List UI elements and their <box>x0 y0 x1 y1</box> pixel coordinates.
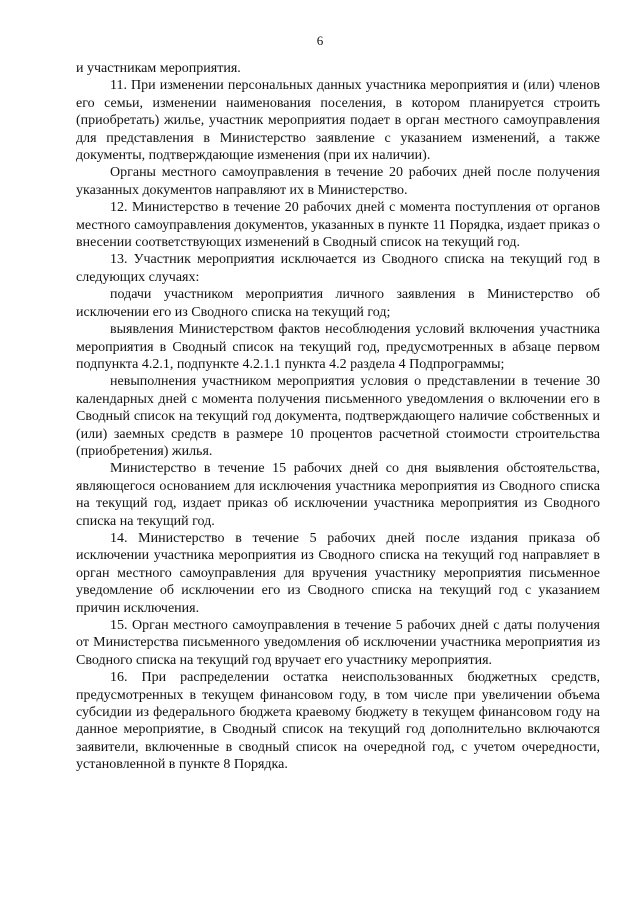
paragraph-item-12: 12. Министерство в течение 20 рабочих дней с момента поступления от органов местного самоуправления документов, указанных в пункте 11 Порядка, издает приказ о внесении соответствующих изменений в Сводный список на текущий год. <box>76 200 600 251</box>
paragraph-item-16: 16. При распределении остатка неиспользованных бюджетных средств, предусмотренных в текущем финансовом году, в том числе при увеличении объема субсидии из федерального бюджета краевому бюджету в текущем финансовом году на данное мероприятие, в Сводный список на текущий год дополнительно включаются заявители, включенные в сводный список на очередной год, с учетом очередности, установленной в пункте 8 Порядка. <box>76 670 600 773</box>
paragraph-item-11-continued: Органы местного самоуправления в течение 20 рабочих дней после получения указанных документов направляют их в Министерство. <box>76 165 600 198</box>
paragraph-continuation: и участникам мероприятия. <box>76 61 241 76</box>
document-body <box>76 60 600 774</box>
paragraph-item-13-case-2: выявления Министерством фактов несоблюдения условий включения участника мероприятия в Сводный список на текущий год, предусмотренных в абзаце первом подпункта 4.2.1, подпункте 4.2.1.1 пункта 4.2 раздела 4 Подпрограммы; <box>76 322 600 372</box>
paragraph-item-11: 11. При изменении персональных данных участника мероприятия и (или) членов его семьи, изменении наименования поселения, в котором планируется строить (приобретать) жилье, участник мероприятия подает в орган местного самоуправления для представления в Министерство заявление с указанием изменений, а также документы, подтверждающие изменения (при их наличии). <box>76 78 600 164</box>
paragraph-item-13-ministry-order: Министерство в течение 15 рабочих дней со дня выявления обстоятельства, являющегося основанием для исключения участника мероприятия из Сводного списка на текущий год, издает приказ об исключении участника мероприятия из Сводного списка на текущий год. <box>76 461 600 529</box>
page-number: 6 <box>316 33 324 48</box>
paragraph-item-13-case-1: подачи участником мероприятия личного заявления в Министерство об исключении его из Сводного списка на текущий год; <box>76 287 600 320</box>
paragraph-item-13-case-3: невыполнения участником мероприятия условия о представлении в течение 30 календарных дней с момента получения письменного уведомления о включении его в Сводный список на текущий год документа, подтверждающего наличие собственных и (или) заемных средств в размере 10 процентов расчетной стоимости строительства (приобретения) жилья. <box>76 374 600 459</box>
paragraph-item-15: 15. Орган местного самоуправления в течение 5 рабочих дней с даты получения от Министерства письменного уведомления об исключении участника мероприятия из Сводного списка на текущий год вручает его участнику мероприятия. <box>76 618 600 668</box>
paragraph-item-14: 14. Министерство в течение 5 рабочих дней после издания приказа об исключении участника мероприятия из Сводного списка на текущий год направляет в орган местного самоуправления для вручения участнику мероприятия письменное уведомление об исключении его из Сводного списка на текущий год с указанием причин исключения. <box>76 530 600 616</box>
paragraph-item-13: 13. Участник мероприятия исключается из Сводного списка на текущий год в следующих случаях: <box>76 252 600 285</box>
